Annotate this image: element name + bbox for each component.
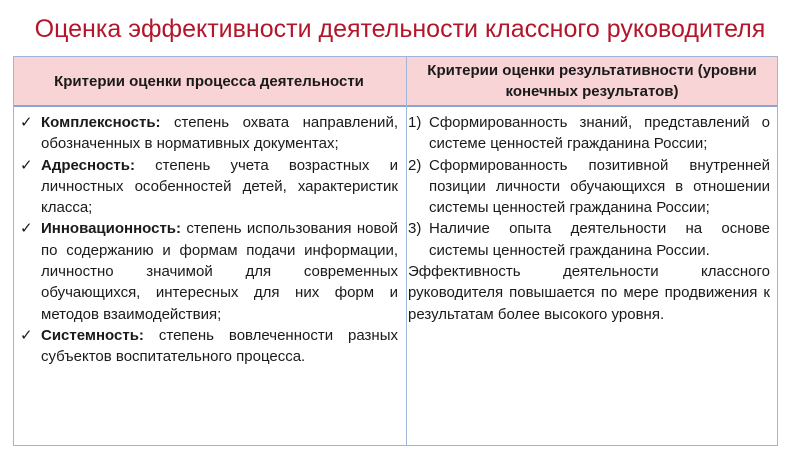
- criterion-item: [20, 325, 398, 368]
- checkmark-icon: ✓: [20, 156, 33, 174]
- result-item: [408, 112, 770, 155]
- criterion-text: степень учета возрастных и личностных особенностей детей, характеристик класса;: [41, 156, 398, 217]
- result-text: Сформированность позитивной внутренней позиции личности обучающихся в отношении системы ценностей гражданина России;: [429, 156, 770, 217]
- criterion-term: Адресность:: [41, 156, 135, 174]
- criterion-text: степень вовлеченности разных субъектов воспитательного процесса.: [41, 326, 398, 366]
- result-text: Сформированность знаний, представлений о системе ценностей гражданина России;: [429, 114, 770, 153]
- table-header-row: [14, 57, 777, 107]
- criterion-text: степень охвата направлений, обозначенных в нормативных документах;: [41, 114, 398, 153]
- checkmark-icon: ✓: [20, 114, 33, 131]
- conclusion-text: Эффективность деятельности классного руководителя повышается по мере продвижения к результатам более высокого уровня.: [408, 263, 770, 323]
- result-item: [408, 155, 770, 219]
- result-criteria-column: [408, 112, 770, 325]
- process-criteria-column: [20, 112, 398, 368]
- criteria-table: [13, 56, 778, 446]
- criterion-item: [20, 112, 398, 155]
- criterion-item: [20, 218, 398, 324]
- criterion-item: [20, 155, 398, 219]
- header-result-criteria: Критерии оценки результативности (уровни конечных результатов): [427, 62, 757, 100]
- page-title: Оценка эффективности деятельности классного руководителя: [34, 15, 766, 43]
- result-number: 2): [408, 156, 422, 174]
- result-number: 1): [408, 114, 422, 131]
- criterion-term: Системность:: [41, 326, 144, 344]
- result-item: [408, 218, 770, 261]
- criterion-term: Инновационность:: [41, 220, 182, 238]
- criterion-term: Комплексность:: [41, 114, 161, 131]
- header-process-criteria: Критерии оценки процесса деятельности: [54, 72, 364, 90]
- result-text: Наличие опыта деятельности на основе системы ценностей гражданина России.: [429, 220, 770, 259]
- criterion-text: степень использования новой по содержанию и формам подачи информации, личностно значимой для современных обучающихся, интересных для них форм и методов взаимодействия;: [41, 220, 398, 323]
- checkmark-icon: ✓: [20, 220, 33, 238]
- result-number: 3): [408, 220, 422, 238]
- checkmark-icon: ✓: [20, 326, 33, 344]
- column-divider: [406, 57, 407, 445]
